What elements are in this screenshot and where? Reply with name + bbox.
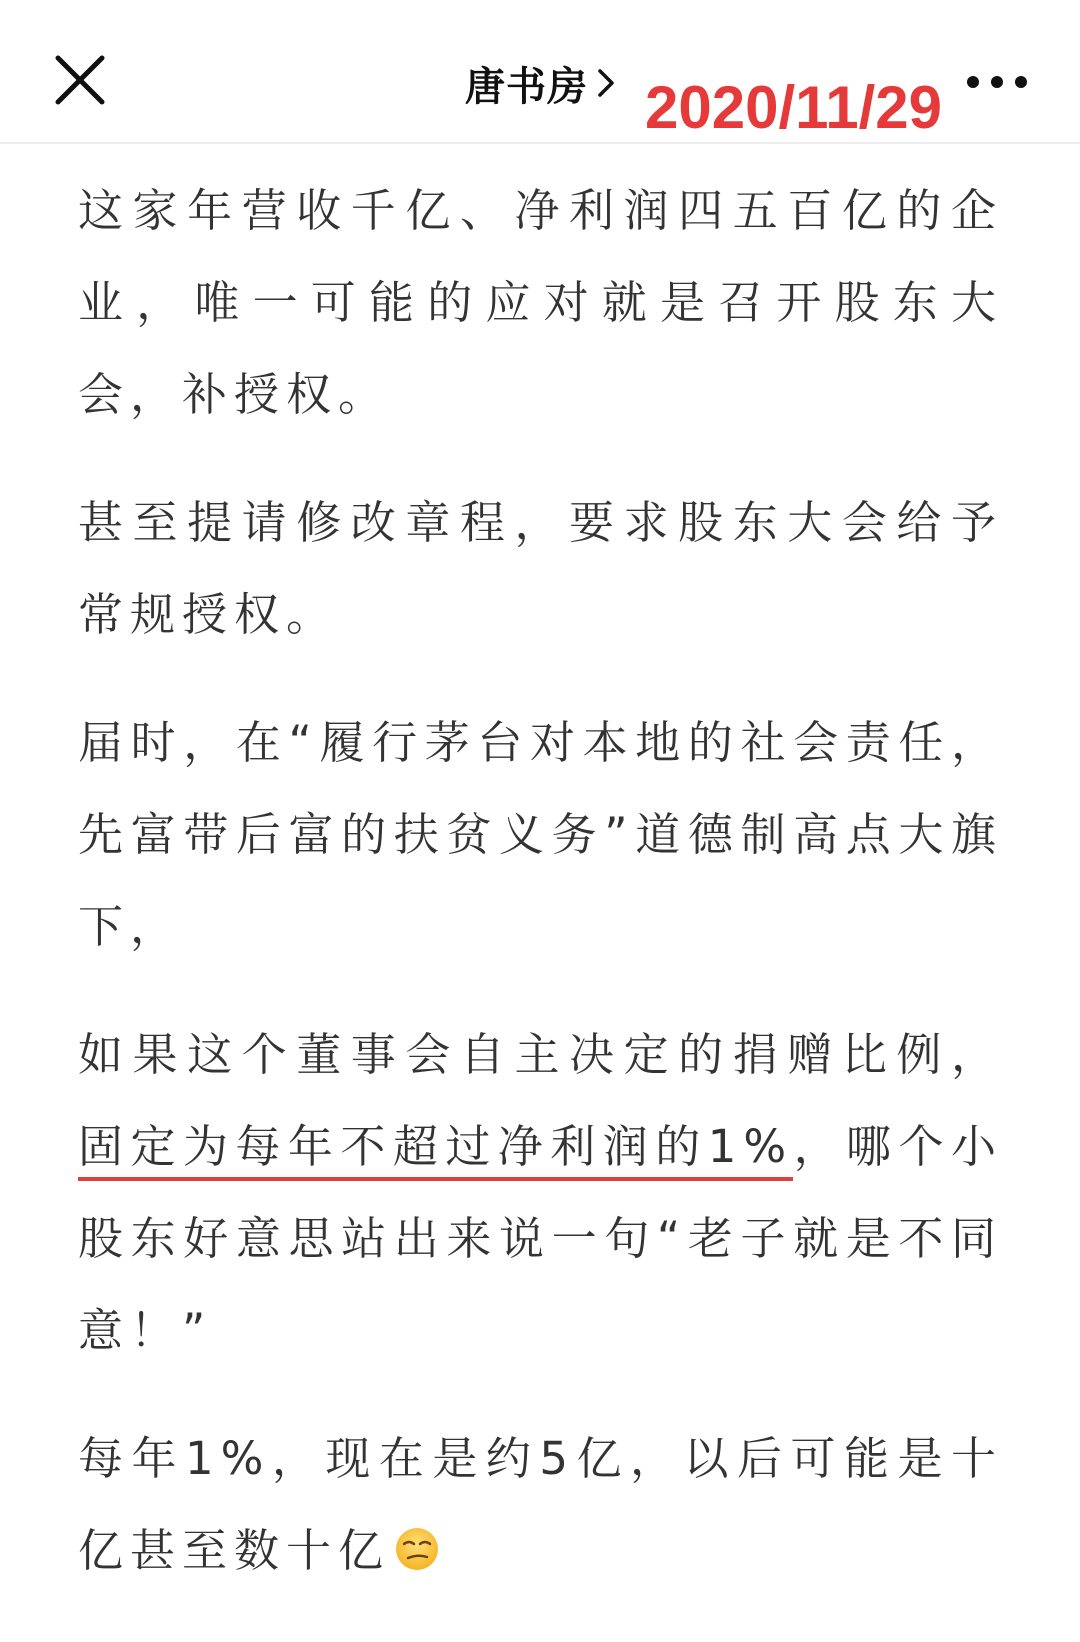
close-icon <box>52 52 108 108</box>
article-body <box>78 165 1003 1633</box>
paragraph-2: 甚至提请修改章程，要求股东大会给予常规授权。 <box>78 496 1003 641</box>
paragraph-4-tail: ，哪个小股东好意思站出来说一句“老子就是不同意！” <box>78 1120 1003 1357</box>
more-dots-icon <box>965 70 1029 94</box>
paragraph-4-lead: 如果这个董事会自主决定的捐赠比例， <box>78 1028 1003 1081</box>
account-name: 唐书房 <box>465 63 588 110</box>
more-options-button[interactable] <box>965 70 1029 94</box>
account-title-link[interactable] <box>465 55 616 111</box>
paragraph-3: 届时，在“履行茅台对本地的社会责任，先富带后富的扶贫义务”道德制高点大旗下， <box>78 716 1003 953</box>
paragraph-5-text: 每年1%，现在是约5亿，以后可能是十亿甚至数十亿 <box>78 1432 1003 1577</box>
close-button[interactable] <box>52 52 108 108</box>
date-watermark: 2020/11/29 <box>645 74 942 141</box>
paragraph-4 <box>78 1009 1003 1377</box>
paragraph-5 <box>78 1413 1003 1597</box>
chevron-right-icon <box>596 67 616 99</box>
smirk-emoji-icon <box>394 1526 440 1572</box>
underlined-highlight: 固定为每年不超过净利润的1% <box>78 1120 793 1181</box>
paragraph-1: 这家年营收千亿、净利润四五百亿的企业，唯一可能的应对就是召开股东大会，补授权。 <box>78 184 1003 421</box>
